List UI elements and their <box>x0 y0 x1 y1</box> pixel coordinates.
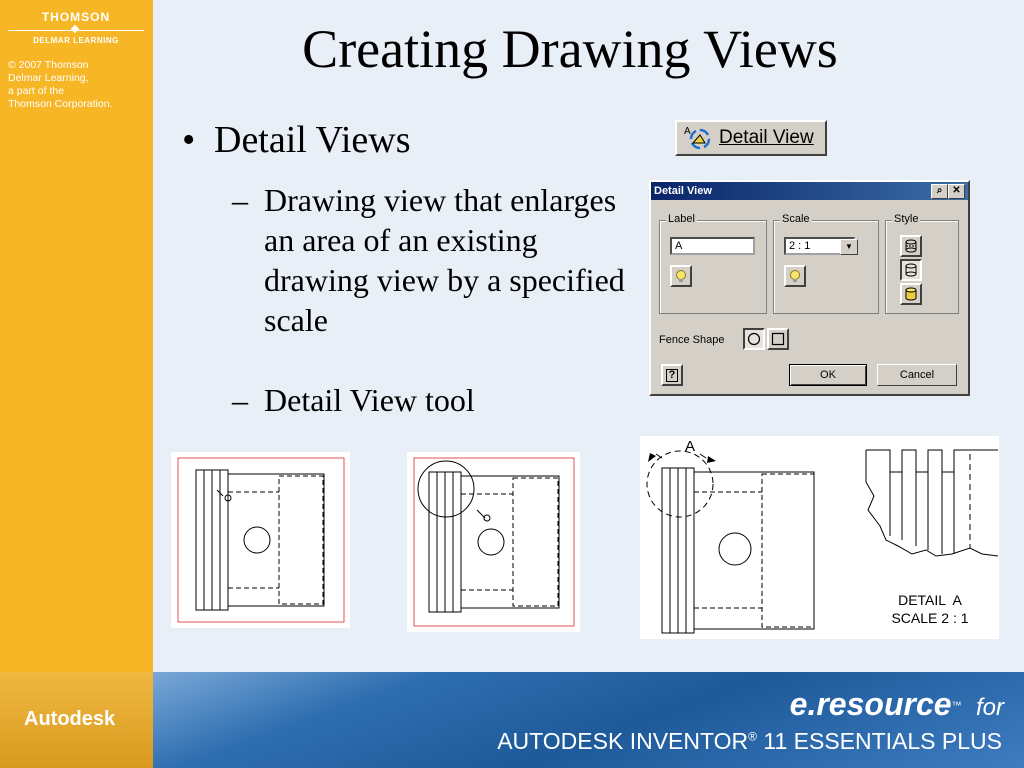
drawing-fence-view <box>407 452 580 632</box>
drawing-view-figure-2 <box>407 452 580 632</box>
dialog-titlebar <box>651 182 968 200</box>
registered-mark: ® <box>748 729 757 744</box>
style-hidden-lines-button[interactable] <box>900 235 922 257</box>
lightbulb-icon <box>788 269 802 283</box>
label-group <box>659 213 767 314</box>
circle-icon <box>747 332 761 346</box>
dialog-title: Detail View <box>654 185 712 197</box>
scale-value: 2 : 1 <box>789 240 811 252</box>
style-group <box>885 213 959 314</box>
ok-button[interactable]: OK <box>789 364 867 386</box>
detail-caption <box>866 591 994 627</box>
scale-group <box>773 213 879 314</box>
product-title: AUTODESK INVENTOR <box>497 728 749 754</box>
rectangle-icon <box>771 332 785 346</box>
eresource-text: e.resource <box>789 686 952 722</box>
cancel-button[interactable]: Cancel <box>877 364 957 386</box>
drawing-view-figure-1 <box>171 452 350 628</box>
label-text-style-button[interactable] <box>670 265 692 287</box>
help-icon: ? <box>666 369 679 382</box>
thomson-logo <box>8 10 144 111</box>
sub-bullet-text: Detail View tool <box>264 382 475 418</box>
detail-view-icon <box>683 124 713 152</box>
style-shaded-button[interactable] <box>900 283 922 305</box>
detail-label: A <box>685 438 696 455</box>
chevron-down-icon[interactable]: ▼ <box>840 239 858 255</box>
copyright-line: Thomson Corporation. <box>8 98 113 110</box>
main-bullet-text: Detail Views <box>214 119 411 161</box>
main-bullet <box>182 118 410 162</box>
fence-shape-label: Fence Shape <box>659 334 725 346</box>
detail-view-dialog <box>649 180 970 396</box>
drawing-view-figure-3 <box>640 436 999 639</box>
fence-shape-rectangle-button[interactable] <box>767 328 789 350</box>
autodesk-logo: Autodesk <box>24 708 116 730</box>
footer-left <box>0 672 153 768</box>
copyright-line: a part of the <box>8 85 65 97</box>
label-group-title: Label <box>668 213 695 225</box>
cylinder-icon <box>905 263 917 277</box>
footer-banner <box>153 672 1024 768</box>
detail-caption-name: DETAIL A <box>898 592 962 608</box>
bullet-dot: • <box>182 119 196 161</box>
copyright-text <box>8 59 144 111</box>
brand-line1: THOMSON <box>41 10 111 24</box>
cylinder-hidden-icon <box>905 239 917 253</box>
logo-divider <box>8 24 144 36</box>
detail-view-tool-button[interactable] <box>675 120 827 156</box>
detail-caption-scale: SCALE 2 : 1 <box>891 610 969 626</box>
fence-shape-circle-button[interactable] <box>743 328 765 350</box>
product-name <box>497 728 1002 755</box>
close-button[interactable]: ✕ <box>948 184 965 199</box>
style-group-title: Style <box>894 213 919 225</box>
help-button[interactable] <box>661 364 683 386</box>
label-input[interactable]: A <box>670 237 755 255</box>
style-hidden-lines-removed-button[interactable] <box>900 259 922 281</box>
sub-bullet-dash: – <box>232 182 248 218</box>
pin-button[interactable]: ⌕ <box>931 184 948 199</box>
product-suffix: 11 ESSENTIALS PLUS <box>756 728 1002 754</box>
eresource-logo <box>790 686 1004 723</box>
for-text: for <box>975 694 1004 721</box>
scale-group-title: Scale <box>782 213 810 225</box>
drawing-parent-view <box>171 452 350 628</box>
detail-view-button-label: Detail View <box>719 127 814 148</box>
brand-line2: DELMAR LEARNING <box>33 36 119 45</box>
scale-text-style-button[interactable] <box>784 265 806 287</box>
lightbulb-icon <box>674 269 688 283</box>
sidebar <box>0 0 153 672</box>
copyright-line: Delmar Learning, <box>8 72 89 84</box>
sub-bullet-text: Drawing view that enlarges an area of an existing drawing view by a specified scale <box>264 182 625 338</box>
trademark: ™ <box>951 700 962 712</box>
svg-text:A: A <box>684 126 691 137</box>
shaded-cylinder-icon <box>905 287 917 301</box>
slide-title: Creating Drawing Views <box>302 19 838 79</box>
sub-bullet-dash: – <box>232 382 248 418</box>
copyright-line: © 2007 Thomson <box>8 59 89 71</box>
